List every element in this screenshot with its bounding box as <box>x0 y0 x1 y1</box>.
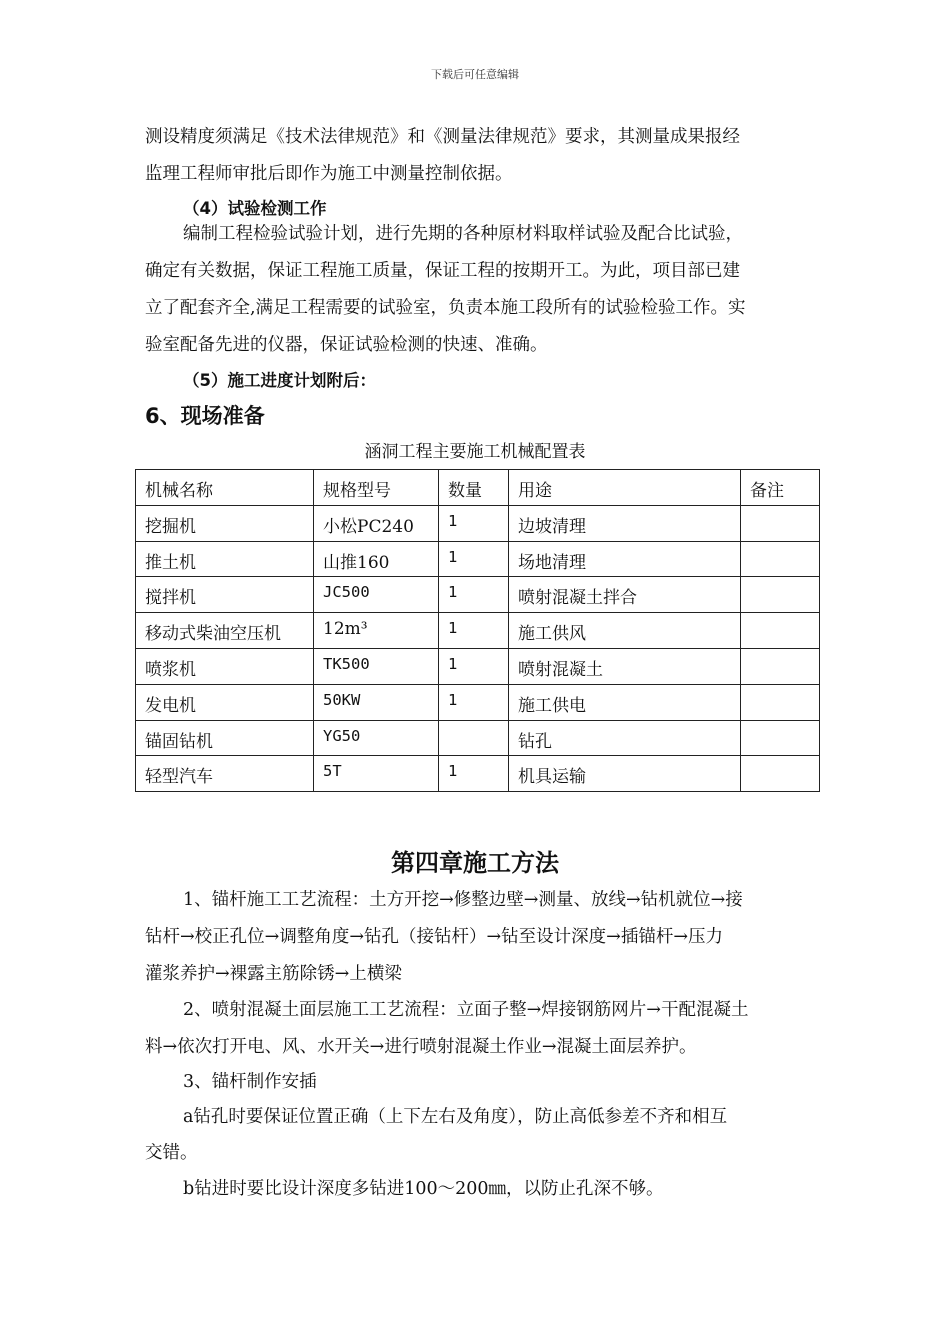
table-header-row <box>136 470 820 506</box>
page-header: 下载后可任意编辑 <box>431 68 519 81</box>
body-line: 1、锚杆施工工艺流程：土方开挖→修整边壁→测量、放线→钻机就位→接 <box>183 890 743 910</box>
body-line: 交错。 <box>145 1143 198 1163</box>
table-cell <box>439 720 509 756</box>
subsection-title-4: （4）试验检测工作 <box>183 199 327 218</box>
table-cell: 锚固钻机 <box>136 720 314 756</box>
paragraph-line: 立了配套齐全,满足工程需要的试验室，负责本施工段所有的试验检验工作。实 <box>145 298 746 318</box>
table-cell: 12m³ <box>314 613 439 649</box>
table-cell: 1 <box>439 613 509 649</box>
table-cell: 挖掘机 <box>136 505 314 541</box>
paragraph-line: 验室配备先进的仪器，保证试验检测的快速、准确。 <box>145 335 548 355</box>
table-row <box>136 577 820 613</box>
paragraph-line: 测设精度须满足《技术法律规范》和《测量法律规范》要求，其测量成果报经 <box>145 127 740 147</box>
table-cell: 施工供风 <box>509 613 741 649</box>
table-cell <box>741 613 820 649</box>
header-cell: 备注 <box>741 470 820 506</box>
section-title: 6、现场准备 <box>145 404 265 428</box>
header-cell: 数量 <box>439 470 509 506</box>
table-cell: 喷射混凝土 <box>509 648 741 684</box>
table-cell: 1 <box>439 541 509 577</box>
table-cell: 施工供电 <box>509 684 741 720</box>
table-cell: 发电机 <box>136 684 314 720</box>
table-cell: JC500 <box>314 577 439 613</box>
table-cell: 移动式柴油空压机 <box>136 613 314 649</box>
table-cell: 1 <box>439 648 509 684</box>
body-line: 钻杆→校正孔位→调整角度→钻孔（接钻杆）→钻至设计深度→插锚杆→压力 <box>145 927 723 947</box>
paragraph-line: 编制工程检验试验计划，进行先期的各种原材料取样试验及配合比试验， <box>183 224 743 244</box>
table-cell: 钻孔 <box>509 720 741 756</box>
table-cell: YG50 <box>314 720 439 756</box>
table-row <box>136 720 820 756</box>
table-cell: 场地清理 <box>509 541 741 577</box>
table-row <box>136 613 820 649</box>
table-cell: 1 <box>439 756 509 792</box>
table-cell <box>741 720 820 756</box>
table-row <box>136 541 820 577</box>
table-cell: 喷射混凝土拌合 <box>509 577 741 613</box>
paragraph-line: 确定有关数据，保证工程施工质量，保证工程的按期开工。为此，项目部已建 <box>145 261 740 281</box>
body-line: b钻进时要比设计深度多钻进100～200㎜，以防止孔深不够。 <box>183 1179 664 1199</box>
table-cell: 边坡清理 <box>509 505 741 541</box>
body-line: 2、喷射混凝土面层施工工艺流程：立面子整→焊接钢筋网片→干配混凝土 <box>183 1000 749 1020</box>
table-cell: TK500 <box>314 648 439 684</box>
table-cell <box>741 577 820 613</box>
table-cell: 1 <box>439 684 509 720</box>
paragraph-line: 监理工程师审批后即作为施工中测量控制依据。 <box>145 164 513 184</box>
body-line: 灌浆养护→裸露主筋除锈→上横梁 <box>145 964 402 984</box>
table-cell: 1 <box>439 505 509 541</box>
table-cell: 机具运输 <box>509 756 741 792</box>
table-row <box>136 648 820 684</box>
table-cell <box>741 684 820 720</box>
table-cell: 推土机 <box>136 541 314 577</box>
table-cell: 喷浆机 <box>136 648 314 684</box>
table-cell <box>741 756 820 792</box>
table-cell: 搅拌机 <box>136 577 314 613</box>
table-cell: 5T <box>314 756 439 792</box>
table-cell: 轻型汽车 <box>136 756 314 792</box>
table-caption: 涵洞工程主要施工机械配置表 <box>364 442 586 462</box>
table-cell <box>741 505 820 541</box>
table-cell <box>741 541 820 577</box>
table-row <box>136 684 820 720</box>
body-line: 料→依次打开电、风、水开关→进行喷射混凝土作业→混凝土面层养护。 <box>145 1037 697 1057</box>
table-row <box>136 505 820 541</box>
body-line: a钻孔时要保证位置正确（上下左右及角度），防止高低参差不齐和相互 <box>183 1107 728 1127</box>
chapter-title: 第四章施工方法 <box>391 849 559 877</box>
header-cell: 规格型号 <box>314 470 439 506</box>
header-cell: 用途 <box>509 470 741 506</box>
table-row <box>136 756 820 792</box>
table-cell: 山推160 <box>314 541 439 577</box>
table-cell: 50KW <box>314 684 439 720</box>
subsection-title-5: （5）施工进度计划附后： <box>183 371 376 390</box>
table-cell: 1 <box>439 577 509 613</box>
table-cell <box>741 648 820 684</box>
header-cell: 机械名称 <box>136 470 314 506</box>
body-line: 3、锚杆制作安插 <box>183 1072 317 1092</box>
equipment-table <box>135 469 820 792</box>
table-cell: 小松PC240 <box>314 505 439 541</box>
